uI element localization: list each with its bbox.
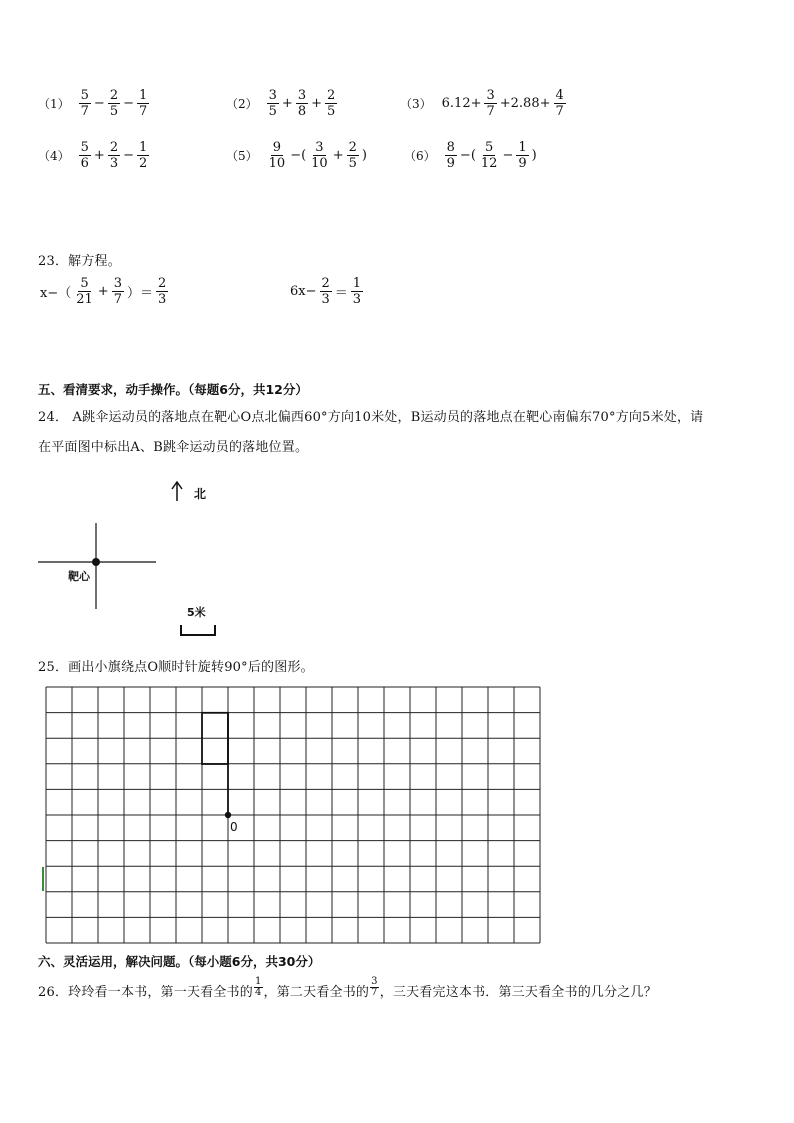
fraction: $\frac{4}{7}$ [555,88,564,119]
number-text: 6.12+ [441,96,482,111]
fraction: $\frac{5}{6}$ [80,140,89,171]
operator: ＝ [334,286,348,301]
calc-item-5 [226,140,369,171]
section-5-heading: 五、看清要求，动手操作。（每题6分，共12分） [38,382,308,397]
operator: + [93,148,105,163]
scale-label: 5米 [187,606,206,619]
operator: + [97,284,109,299]
point-o-label: 0 [230,820,238,834]
item-label: （2） [226,97,258,111]
fraction: $\frac{5}{21}$ [76,276,93,307]
q23-title: 23．解方程。 [38,254,121,269]
calc-item-1 [38,88,150,119]
calc-item-4 [38,140,150,171]
operator: − [93,96,105,111]
fraction: $\frac{2}{3}$ [157,276,167,307]
calc-item-6 [404,140,539,171]
equation-text: 6x− [290,284,317,299]
fraction: $\frac{2}{5}$ [348,140,357,171]
fraction: $\frac{3}{7}$ [113,276,122,307]
fraction: $\frac{2}{3}$ [109,140,119,171]
fraction: $\frac{1}{4}$ [254,976,262,998]
operator: −( [290,148,307,163]
fraction: $\frac{2}{5}$ [109,88,119,119]
section-6-heading: 六、灵活运用，解决问题。（每小题6分，共30分） [38,954,321,969]
calc-item-3 [400,88,567,119]
operator: − [123,148,135,163]
operator: − [123,96,135,111]
operator: − [502,148,514,163]
item-label: （3） [400,97,432,111]
fraction: $\frac{1}{7}$ [139,88,148,119]
fraction: $\frac{3}{8}$ [297,88,307,119]
fraction: $\frac{8}{9}$ [446,140,455,171]
north-label: 北 [194,487,207,501]
q26-text-part: ，三天看完这本书．第三天看全书的几分之几？ [379,985,657,1000]
q25-text: 25．画出小旗绕点O顺时针旋转90°后的图形。 [38,660,314,675]
rotation-point-o [225,812,231,818]
fraction: $\frac{3}{10}$ [311,140,328,171]
operator: + [332,148,344,163]
equation-2 [288,276,364,307]
q24-line-1: 24． A跳伞运动员的落地点在靶心O点北偏西60°方向10米处，B运动员的落地点在靶心南偏东70°方向5米处，请 [38,410,704,425]
calc-item-2 [226,88,338,119]
item-label: （5） [226,149,258,163]
operator: −( [459,148,476,163]
item-label: （4） [38,149,70,163]
target-center-point [92,558,100,566]
operator: ) [361,148,367,163]
fraction: $\frac{2}{5}$ [327,88,336,119]
equation-text: x−（ [40,286,72,301]
operator: + [311,96,323,111]
q26-text-part: 26．玲玲看一本书，第一天看全书的 [38,985,253,1000]
fraction: $\frac{3}{5}$ [268,88,277,119]
fraction: $\frac{3}{7}$ [371,976,378,998]
operator: ) [531,148,537,163]
fraction: $\frac{5}{7}$ [80,88,89,119]
fraction: $\frac{1}{3}$ [352,276,362,307]
scale-bar [181,625,215,635]
fraction: $\frac{3}{7}$ [486,88,495,119]
q26-text-part: ，第二天看全书的 [263,985,370,1000]
rotation-grid [40,685,546,947]
fraction: $\frac{5}{12}$ [480,140,498,171]
fraction: $\frac{1}{9}$ [518,140,527,171]
item-label: （1） [38,97,70,111]
q26-text [38,976,657,1001]
fraction: $\frac{2}{3}$ [321,276,330,307]
operator: ）＝ [126,286,153,301]
center-label: 靶心 [68,570,90,583]
target-diagram [30,475,270,645]
number-text: +2.88+ [499,96,551,111]
fraction: $\frac{9}{10}$ [268,140,286,171]
equation-1 [38,276,169,307]
item-label: （6） [404,149,436,163]
operator: + [281,96,293,111]
fraction: $\frac{1}{2}$ [139,140,148,171]
q24-line-2: 在平面图中标出A、B跳伞运动员的落地位置。 [38,440,309,455]
